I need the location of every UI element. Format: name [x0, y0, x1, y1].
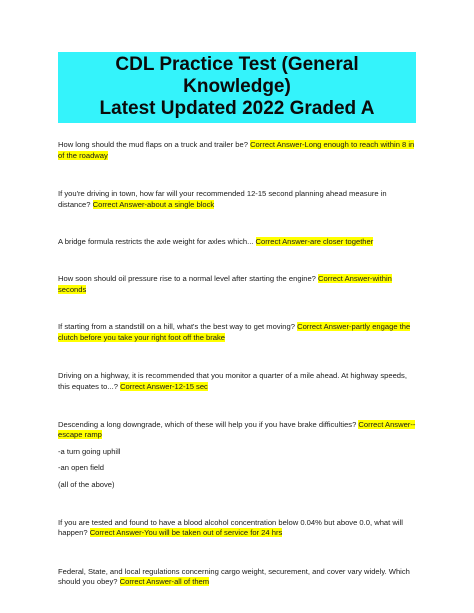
question-text: How soon should oil pressure rise to a normal level after starting the engine? [58, 273, 319, 283]
document-title [58, 52, 416, 123]
question-text: If you're driving in town, how far will your recommended 12-15 second planning ahead measure in distance? [58, 189, 387, 209]
title-line-1: CDL Practice Test (General Knowledge) [115, 54, 359, 97]
answer-highlight: Correct Answer-are closer together [255, 237, 374, 247]
question-text: If starting from a standstill on a hill, what's the best way to get moving? [58, 322, 298, 332]
question-text: Descending a long downgrade, which of these will help you if you have brake difficulties? [58, 419, 359, 429]
question-6 [58, 371, 416, 392]
title-line-2: Latest Updated 2022 Graded A [99, 98, 375, 119]
answer-highlight: Correct Answer-within seconds [58, 273, 392, 294]
answer-highlight: Correct Answer-all of them [119, 577, 210, 587]
answer-highlight: Correct Answer-about a single block [92, 199, 215, 209]
answer-highlight: Correct Answer--escape ramp [58, 419, 416, 440]
answer-highlight: Correct Answer-Long enough to reach within 8 in of the roadway [58, 140, 415, 160]
question-text: If you are tested and found to have a blood alcohol concentration below 0.04% but above 0.0, what will happen? [58, 517, 403, 538]
question-2 [58, 189, 416, 210]
question-3 [58, 237, 416, 248]
question-text: Driving on a highway, it is recommended that you monitor a quarter of a mile ahead. At highway speeds, this equates to...? [58, 371, 407, 391]
question-5 [58, 322, 416, 343]
question-text: Federal, State, and local regulations concerning cargo weight, securement, and cover vary widely. Which should you obey? [58, 566, 410, 587]
question-8 [58, 518, 416, 539]
answer-highlight: Correct Answer-You will be taken out of service for 24 hrs [89, 528, 283, 538]
option-line: (all of the above) [58, 479, 115, 489]
question-4 [58, 274, 416, 295]
option-line: -a turn going uphill [58, 446, 121, 456]
question-9 [58, 567, 416, 588]
answer-highlight: Correct Answer-12-15 sec [120, 381, 208, 391]
question-text: A bridge formula restricts the axle weight for axles which... [58, 237, 256, 247]
question-text: How long should the mud flaps on a truck and trailer be? [58, 140, 251, 149]
answer-highlight: Correct Answer-partly engage the clutch before you take your right foot off the brake [58, 322, 411, 342]
question-7 [58, 420, 416, 441]
option-line: -an open field [58, 463, 105, 473]
question-1 [58, 140, 416, 161]
